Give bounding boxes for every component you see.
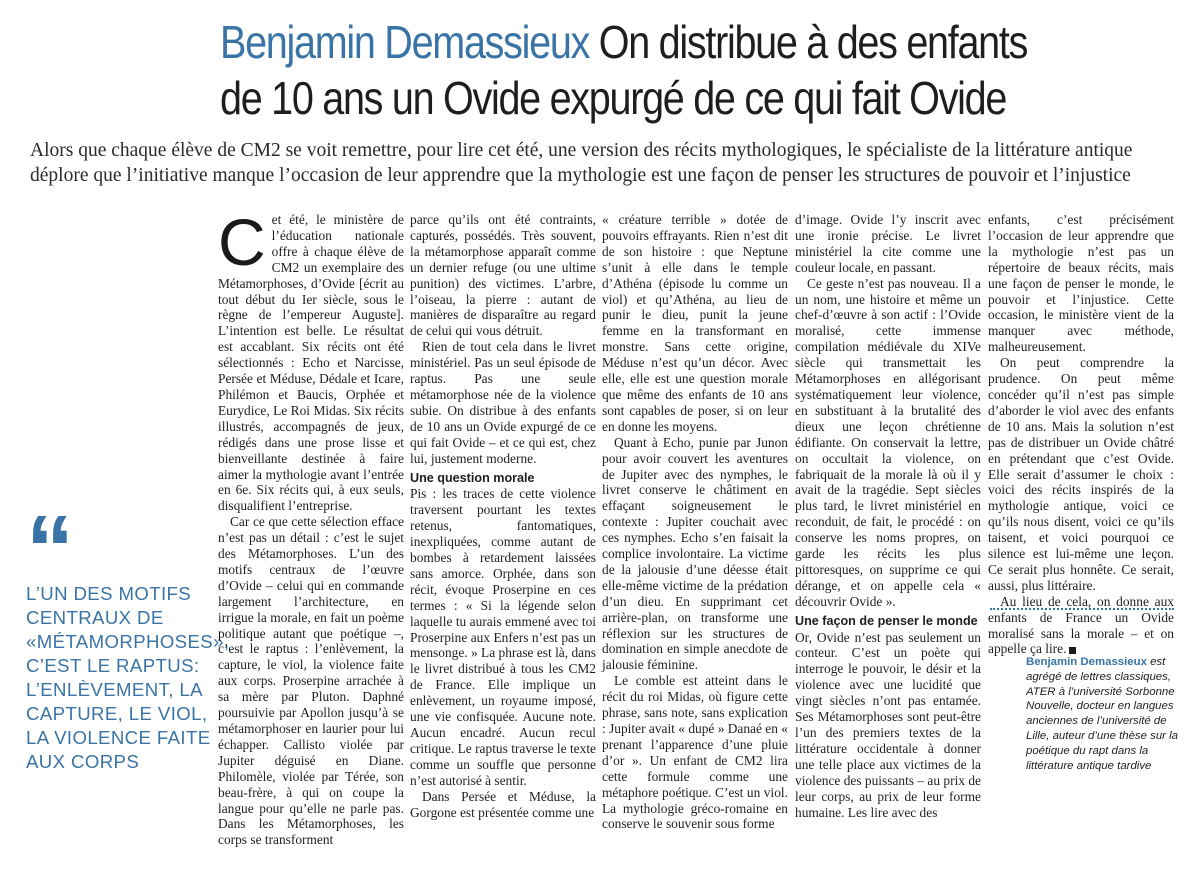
- article-column-1: [218, 205, 404, 848]
- paragraph: On peut comprendre la prudence. On peut même concéder qu’il n’est pas simple d’aborder le viol avec des enfants de 10 ans. Mais la solution n’est pas de distribuer un Ovide châtré en prétendant que c’est Ovide. Elle serait d’assumer le choix : voici des récits inspirés de la mythologie antique, voici ce qu’ils nous disent, voici ce qu’ils taisent, et voici pourquoi ce silence est lui-même une leçon. Ce serait plus honnête. Ce serait, aussi, plus littéraire.: [988, 355, 1174, 593]
- article-column-4: [795, 212, 981, 820]
- closing-text: Au lieu de cela, on donne aux enfants de France un Ovide moralisé sans la morale – et on appelle ça lire.: [988, 593, 1174, 657]
- article-column-3: [602, 212, 788, 832]
- paragraph: et été, le ministère de l’éducation nationale offre à chaque élève de CM2 un exemplaire des Métamorphoses, d’Ovide [écrit au tout début du Ier siècle, sous le règne de l’empereur Auguste]. L’intention est belle. Le résultat est accablant. Six récits ont été sélectionnés : Echo et Narcisse, Persée et Méduse, Dédale et Icare, Philémon et Baucis, Orphée et Eurydice, Le Roi Midas. Six récits illustrés, accompagnés de jeux, rédigés dans une prose lisse et bienveillante destinée à faire aimer la mythologie avant l’entrée en 6e. Six récits qui, à eux seuls, disqualifient l’entreprise.: [218, 212, 404, 514]
- paragraph: parce qu’ils ont été contraints, capturés, possédés. Très souvent, la métamorphose apparaît comme un dernier refuge (ou une ultime punition) des victimes. L’arbre, l’oiseau, la pierre : autant de manières de disparaître au regard de celui qui vous détruit.: [410, 212, 596, 339]
- paragraph: Ce geste n’est pas nouveau. Il a un nom, une histoire et même un chef-d’œuvre à son actif : l’Ovide moralisé, cette immense compilation médiévale du XIVe siècle qui transmettait les Métamorphoses en allégorisant systématiquement leur violence, en substituant à la brutalité des dieux une leçon chrétienne édifiante. On conservait la lettre, on occultait la violence, on fabriquait de la morale là où il y avait de la tragédie. Sept siècles plus tard, le livret ministériel en reconduit, de fait, le procédé : on conserve les noms propres, on garde les récits les plus pittoresques, on supprime ce qui dérange, et on appelle cela « découvrir Ovide ».: [795, 275, 981, 609]
- headline: [220, 14, 1046, 126]
- paragraph: Dans Persée et Méduse, la Gorgone est présentée comme une: [410, 788, 596, 820]
- bio-author-name: Benjamin Demassieux: [1026, 656, 1147, 668]
- author-bio: [1026, 655, 1186, 773]
- article-column-2: [410, 212, 596, 820]
- section-heading: Une façon de penser le monde: [795, 613, 978, 628]
- paragraph: Rien de tout cela dans le livret ministériel. Pas un seul épisode de raptus. Pas une seule métamorphose née de la violence subie. On distribue à des enfants de 10 ans un Ovide expurgé de ce qui fait Ovide – et ce qui est, chez lui, justement moderne.: [410, 339, 596, 466]
- bio-text: est agrégé de lettres classiques, ATER à l’université Sorbonne Nouvelle, docteur en langues anciennes de l’université de Lille, auteur d’une thèse sur la poétique du rapt dans la littérature antique tardive: [1026, 656, 1178, 772]
- paragraph: Quant à Echo, punie par Junon pour avoir couvert les aventures de Jupiter avec des nymphes, le livret conserve le châtiment en effaçant soigneusement le contexte : Jupiter couchait avec ces nymphes. Echo s’en faisait la complice involontaire. La victime de la jalousie d’une déesse était elle-même victime de la prédation d’un dieu. En supprimant cet arrière-plan, on transforme une réflexion sur les structures de domination en simple anecdote de jalousie féminine.: [602, 434, 788, 673]
- paragraph: Or, Ovide n’est pas seulement un conteur. C’est un poète qui interroge le pouvoir, le désir et la violence avec une lucidité que vingt siècles n’ont pas entamée. Ses Métamorphoses sont peut-être l’un des premiers textes de la littérature occidentale à donner une telle place aux victimes de la violence des puissants – au prix de leur corps, au prix de leur forme humaine. Les lire avec des: [795, 629, 981, 820]
- drop-cap: C: [218, 205, 266, 279]
- paragraph: Le comble est atteint dans le récit du roi Midas, où figure cette phrase, sans note, sans explication : Jupiter avait « dupé » Danaé en « prenant l’apparence d’une pluie d’or ». Un enfant de CM2 lira cette formule comme une métaphore poétique. C’est un viol. La mythologie gréco-romaine en conserve le souvenir sous forme: [602, 673, 788, 832]
- pull-quote: L’UN DES MOTIFS CENTRAUX DE «MÉTAMORPHOSES», C’EST LE RAPTUS: L’ENLÈVEMENT, LA CAPTURE, LE VIOL, LA VIOLENCE FAITE AUX CORPS: [26, 583, 230, 772]
- paragraph: enfants, c’est précisément l’occasion de leur apprendre que la mythologie n’est pas un répertoire de beaux récits, mais une façon de penser le monde, le pouvoir et l’injustice. Cette occasion, le ministère vient de la manquer avec méthode, malheureusement.: [988, 212, 1174, 355]
- section-heading: Une question morale: [410, 470, 535, 485]
- paragraph: d’image. Ovide l’y inscrit avec une ironie précise. Le livret ministériel la cite comme une couleur locale, en passant.: [795, 212, 981, 275]
- paragraph: Pis : les traces de cette violence traversent pourtant les textes retenus, fantomatiques, inexpliquées, comme autant de bombes à retardement laissées sans amorce. Orphée, dans son récit, évoque Proserpine en ces termes : « Si la légende selon laquelle tu aurais emmené avec toi Proserpine aux Enfers n’est pas un mensonge. » La phrase est là, dans le livret distribué à tous les CM2 de France. Elle implique un enlèvement, un royaume imposé, une vie confisquée. Aucune note. Aucun encadré. Aucun recul critique. Le raptus traverse le texte comme un souffle que personne n’est autorisé à sentir.: [410, 486, 596, 788]
- article-column-5: [988, 212, 1174, 657]
- quote-mark-icon: “: [26, 496, 70, 603]
- pull-quote-block: [26, 496, 230, 774]
- end-mark-icon: [1069, 647, 1076, 654]
- paragraph: « créature terrible » dotée de pouvoirs effrayants. Rien n’est dit de son histoire : que Neptune s’unit à elle dans le temple d’Athéna (épisode lu comme un viol) et qu’Athéna, au lieu de punir le dieu, punit la jeune femme en la transformant en monstre. Sans cette origine, Méduse n’est qu’un décor. Avec elle, elle est une question morale que même des enfants de 10 ans sont capables de poser, si on leur en donne les moyens.: [602, 212, 788, 434]
- dotted-divider: [990, 608, 1174, 610]
- standfirst: Alors que chaque élève de CM2 se voit remettre, pour lire cet été, une version des récits mythologiques, le spécialiste de la littérature antique déplore que l’initiative manque l’occasion de leur apprendre que la mythologie est une façon de penser les structures de pouvoir et l’injustice: [30, 140, 1133, 186]
- paragraph: [988, 594, 1174, 658]
- paragraph: Car ce que cette sélection efface n’est pas un détail : c’est le sujet des Métamorphoses. L’un des motifs centraux de l’œuvre d’Ovide – celui qui en commande largement l’architecture, en irrigue la morale, en fait un poème politique autant que poétique –, c’est le raptus : l’enlèvement, la capture, le viol, la violence faite aux corps. Proserpine arrachée à sa mère par Pluton. Daphné poursuivie par Apollon jusqu’à se métamorphoser en laurier pour lui échapper. Callisto violée par Jupiter déguisé en Diane. Philomèle, violée par Térée, son beau-frère, à qui on coupe la langue pour qu’elle ne parle pas. Dans les Métamorphoses, les corps se transforment: [218, 514, 404, 848]
- headline-author: Benjamin Demassieux: [220, 16, 590, 68]
- headline-title: On distribue à des enfants de 10 ans un Ovide expurgé de ce qui fait Ovide: [220, 16, 1028, 124]
